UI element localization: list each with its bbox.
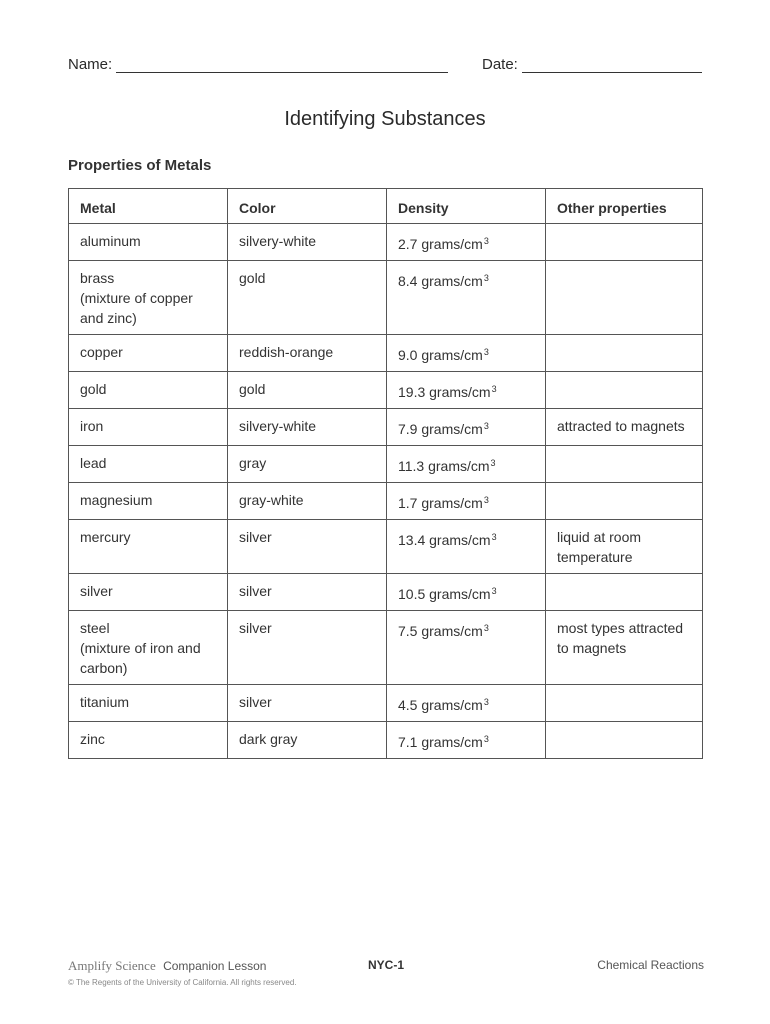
metal-cell	[69, 372, 228, 409]
metal-cell-line: iron	[80, 418, 104, 434]
metal-cell	[69, 722, 228, 759]
other-properties-cell	[546, 335, 703, 372]
color-cell: gray	[228, 446, 387, 483]
density-value: 7.1 grams/cm	[398, 734, 483, 750]
density-value: 1.7 grams/cm	[398, 495, 483, 511]
density-cell	[387, 685, 546, 722]
density-cell	[387, 574, 546, 611]
density-value: 10.5 grams/cm	[398, 586, 491, 602]
metal-cell-line: lead	[80, 455, 107, 471]
table-row	[69, 335, 703, 372]
color-cell: silver	[228, 520, 387, 574]
other-properties-cell	[546, 372, 703, 409]
name-label: Name:	[68, 56, 113, 73]
table-row	[69, 483, 703, 520]
metal-cell-line: carbon)	[80, 660, 128, 676]
density-cell	[387, 372, 546, 409]
density-value: 13.4 grams/cm	[398, 532, 491, 548]
color-cell: silvery-white	[228, 224, 387, 261]
metal-cell-line: brass	[80, 270, 115, 286]
metal-cell-line: silver	[80, 583, 113, 599]
table-body	[69, 224, 703, 759]
density-exponent: 3	[491, 586, 497, 596]
table-row	[69, 685, 703, 722]
density-exponent: 3	[483, 273, 489, 283]
color-cell: gold	[228, 261, 387, 335]
table-row	[69, 446, 703, 483]
metal-cell	[69, 335, 228, 372]
metal-cell	[69, 409, 228, 446]
metal-cell	[69, 446, 228, 483]
other-properties-cell	[546, 446, 703, 483]
unit-label: Chemical Reactions	[597, 958, 704, 972]
section-title: Properties of Metals	[68, 157, 212, 174]
other-properties-cell	[546, 409, 703, 446]
color-cell: gold	[228, 372, 387, 409]
color-cell: dark gray	[228, 722, 387, 759]
table-row	[69, 574, 703, 611]
other-properties-cell	[546, 224, 703, 261]
density-value: 8.4 grams/cm	[398, 273, 483, 289]
density-value: 2.7 grams/cm	[398, 236, 483, 252]
table-row	[69, 611, 703, 685]
other-properties-cell-line: to magnets	[557, 640, 627, 656]
table-row	[69, 409, 703, 446]
metal-cell	[69, 224, 228, 261]
other-properties-cell-line: most types attracted	[557, 620, 684, 636]
density-exponent: 3	[483, 495, 489, 505]
metal-cell	[69, 483, 228, 520]
metal-cell-line: gold	[80, 381, 107, 397]
column-header: Metal	[69, 189, 228, 224]
color-cell: silver	[228, 685, 387, 722]
date-label: Date:	[482, 56, 518, 73]
density-value: 4.5 grams/cm	[398, 697, 483, 713]
density-cell	[387, 483, 546, 520]
color-cell: silver	[228, 611, 387, 685]
other-properties-cell	[546, 520, 703, 574]
other-properties-cell-line: attracted to magnets	[557, 418, 685, 434]
name-field[interactable]	[68, 56, 448, 73]
other-properties-cell	[546, 722, 703, 759]
metal-cell-line: copper	[80, 344, 123, 360]
density-value: 7.9 grams/cm	[398, 421, 483, 437]
density-exponent: 3	[491, 532, 497, 542]
density-exponent: 3	[483, 347, 489, 357]
copyright: © The Regents of the University of California. All rights reserved.	[68, 978, 297, 987]
density-cell	[387, 261, 546, 335]
column-header: Density	[387, 189, 546, 224]
other-properties-cell	[546, 574, 703, 611]
density-cell	[387, 611, 546, 685]
density-exponent: 3	[483, 236, 489, 246]
density-exponent: 3	[490, 458, 496, 468]
density-exponent: 3	[491, 384, 497, 394]
density-exponent: 3	[483, 734, 489, 744]
density-exponent: 3	[483, 623, 489, 633]
density-value: 7.5 grams/cm	[398, 623, 483, 639]
metal-cell-line: magnesium	[80, 492, 153, 508]
density-cell	[387, 409, 546, 446]
metal-cell-line: (mixture of copper	[80, 290, 193, 306]
table-row	[69, 261, 703, 335]
density-cell	[387, 335, 546, 372]
metal-cell-line: titanium	[80, 694, 130, 710]
column-header: Color	[228, 189, 387, 224]
density-cell	[387, 722, 546, 759]
metal-cell	[69, 611, 228, 685]
metal-cell	[69, 574, 228, 611]
density-value: 19.3 grams/cm	[398, 384, 491, 400]
metal-cell-line: mercury	[80, 529, 131, 545]
metal-cell-line: aluminum	[80, 233, 141, 249]
column-header: Other properties	[546, 189, 703, 224]
other-properties-cell	[546, 611, 703, 685]
metal-cell-line: steel	[80, 620, 110, 636]
color-cell: silver	[228, 574, 387, 611]
other-properties-cell	[546, 685, 703, 722]
page-code: NYC-1	[368, 958, 405, 972]
date-input-line[interactable]	[522, 58, 702, 73]
density-exponent: 3	[483, 421, 489, 431]
other-properties-cell-line: temperature	[557, 549, 633, 565]
metal-cell-line: and zinc)	[80, 310, 137, 326]
metal-cell	[69, 520, 228, 574]
color-cell: gray-white	[228, 483, 387, 520]
metal-cell	[69, 261, 228, 335]
density-cell	[387, 520, 546, 574]
table-header-row	[69, 189, 703, 224]
density-value: 9.0 grams/cm	[398, 347, 483, 363]
page-title: Identifying Substances	[284, 108, 486, 130]
other-properties-cell-line: liquid at room	[557, 529, 642, 545]
density-value: 11.3 grams/cm	[398, 458, 490, 474]
table-row	[69, 224, 703, 261]
color-cell: silvery-white	[228, 409, 387, 446]
metal-cell	[69, 685, 228, 722]
name-input-line[interactable]	[116, 58, 448, 73]
table-row	[69, 372, 703, 409]
table-row	[69, 520, 703, 574]
metal-cell-line: zinc	[80, 731, 105, 747]
brand-logo: Amplify Science	[68, 958, 156, 973]
density-exponent: 3	[483, 697, 489, 707]
footer-left	[68, 958, 266, 974]
metal-cell-line: (mixture of iron and	[80, 640, 201, 656]
color-cell: reddish-orange	[228, 335, 387, 372]
density-cell	[387, 446, 546, 483]
other-properties-cell	[546, 261, 703, 335]
date-field[interactable]	[482, 56, 702, 73]
other-properties-cell	[546, 483, 703, 520]
metals-table	[68, 188, 703, 759]
density-cell	[387, 224, 546, 261]
lesson-label: Companion Lesson	[163, 959, 267, 973]
table-row	[69, 722, 703, 759]
